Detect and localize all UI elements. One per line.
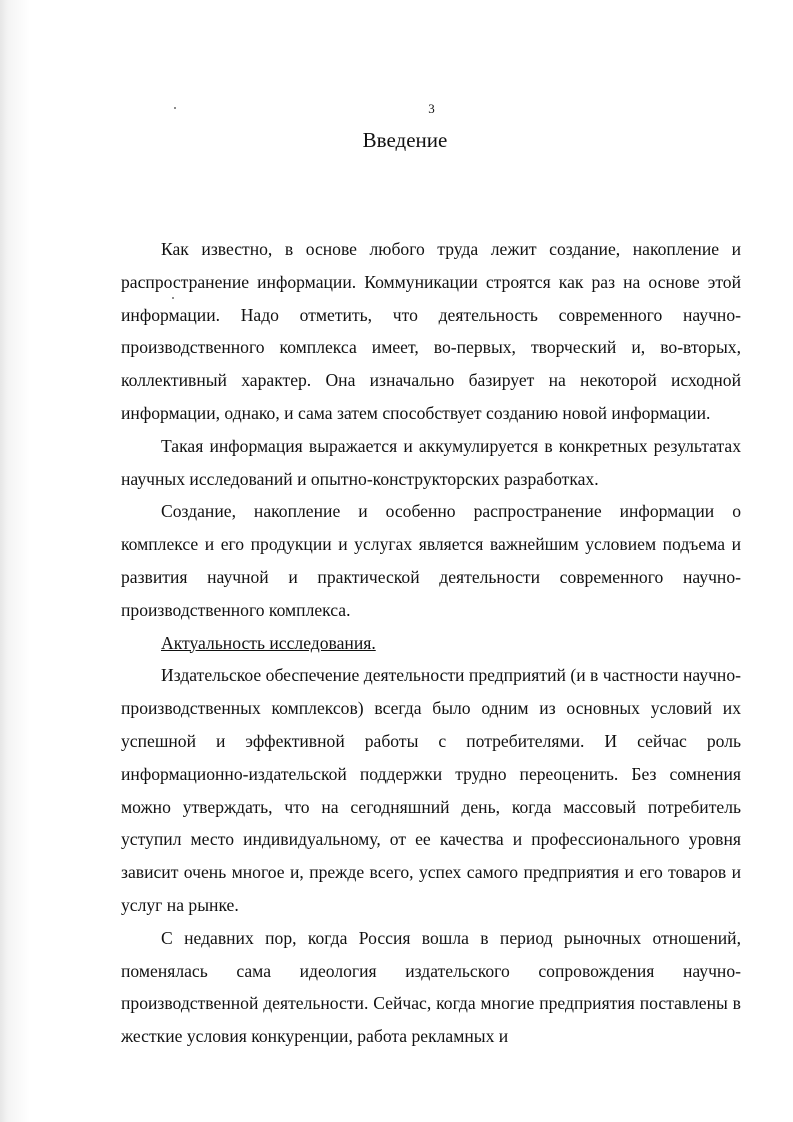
paragraph: Как известно, в основе любого труда лежит создание, накопление и распространение информации. Коммуникации строятся как раз на основе этой информации. Надо отметить, что деятельность современного научно-производственного комплекса имеет, во-первых, творческий и, во-вторых, коллективный характер. Она изначально базирует на некоторой исходной информации, однако, и сама затем способствует созданию новой информации. [121, 239, 741, 423]
page-title: Введение [362, 128, 448, 152]
paragraph: С недавних пор, когда Россия вошла в период рыночных отношений, поменялась сама идеология издательского сопровождения научно-производственной деятельности. Сейчас, когда многие предприятия поставлены в жесткие условия конкуренции, работа рекламных и [121, 927, 741, 1047]
document-body [121, 233, 741, 1053]
page-number: 3 [428, 101, 435, 116]
paragraph: Издательское обеспечение деятельности предприятий (и в частности научно-производственных комплексов) всегда было одним из основных условий их успешной и эффективной работы с потребителями. И сейчас роль информационно-издательской поддержки трудно переоценить. Без сомнения можно утверждать, что на сегодняшний день, когда массовый потребитель уступил место индивидуальному, от ее качества и профессионального уровня зависит очень многое и, прежде всего, успех самого предприятия и его товаров и услуг на рынке. [121, 665, 741, 915]
paragraph: Создание, накопление и особенно распространение информации о комплексе и его продукции и услугах является важнейшим условием подъема и развития научной и практической деятельности современного научно-производственного комплекса. [121, 501, 741, 620]
scan-edge-shadow [0, 0, 60, 1122]
section-title [121, 627, 741, 660]
paragraph: Такая информация выражается и аккумулируется в конкретных результатах научных исследований и опытно-конструкторских разработках. [121, 435, 741, 489]
section-title-text: Актуальность исследования. [161, 632, 376, 653]
